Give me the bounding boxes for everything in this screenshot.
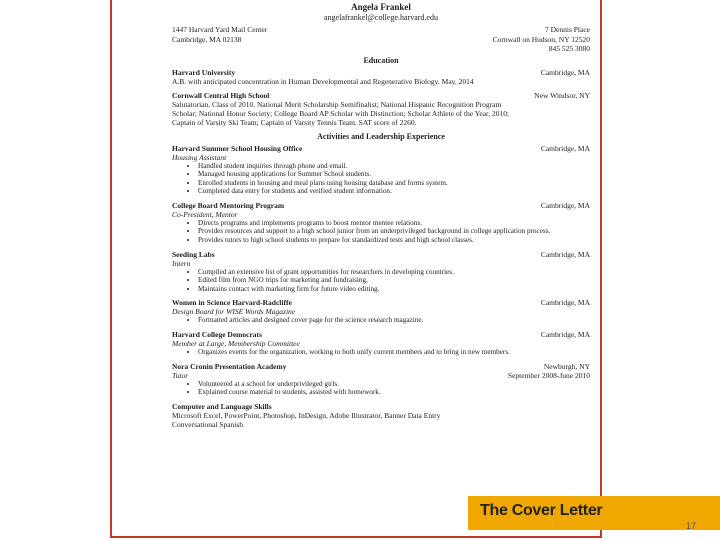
resume-entry — [172, 144, 590, 196]
resume-sections — [172, 56, 590, 429]
entry-header — [172, 144, 590, 153]
entry-org: Nora Cronin Presentation Academy — [172, 361, 287, 371]
entry-role-row — [172, 339, 590, 348]
resume-name: Angela Frankel — [351, 2, 411, 12]
bullet-item: • Explained course material to students, assisted with homework. — [198, 388, 590, 397]
entry-location: New Windsor, NY — [534, 90, 590, 100]
entry-org: Harvard Summer School Housing Office — [172, 143, 303, 153]
page-number: 17 — [686, 521, 697, 531]
entry-location: Cambridge, MA — [540, 330, 590, 340]
bullet-list — [172, 316, 590, 325]
entry-role: Intern — [172, 258, 191, 268]
address-right — [493, 25, 590, 54]
resume-entry — [172, 250, 590, 294]
entry-location: Cambridge, MA — [540, 249, 590, 259]
bullet-item: • Enrolled students in housing and meal plans using housing database and forms system. — [198, 179, 590, 188]
resume-entry — [172, 402, 590, 429]
cover-letter-banner: The Cover Letter — [468, 496, 720, 530]
entry-role: Housing Assistant — [172, 152, 227, 162]
bullet-list — [172, 268, 590, 294]
bullet-list — [172, 219, 590, 245]
entry-org: Women in Science Harvard-Radcliffe — [172, 298, 292, 308]
entry-header — [172, 91, 590, 100]
bullet-item: • Compiled an extensive list of grant opportunities for researchers in developing countries. — [198, 268, 590, 277]
address-left-line: 1447 Harvard Yard Mail Center — [172, 25, 268, 34]
bullet-item: • Formatted articles and designed cover page for the science research magazine. — [198, 316, 590, 325]
entry-role: Design Board for WISE Words Magazine — [172, 307, 296, 317]
entry-location: Cambridge, MA — [540, 200, 590, 210]
bullet-list — [172, 348, 590, 357]
entry-org: Cornwall Central High School — [172, 90, 270, 100]
entry-line: Scholar; National Honor Society; College Board AP Scholar with Distinction; Scholar Athlete of the Year, 2010; — [172, 108, 510, 118]
section-title: Education — [363, 55, 399, 65]
entry-header — [172, 201, 590, 210]
entry-location: Cambridge, MA — [540, 143, 590, 153]
entry-line: Microsoft Excel, PowerPoint, Photoshop, InDesign, Adobe Illustrator, Banner Data Entry — [172, 410, 441, 420]
bullet-list — [172, 380, 590, 397]
bullet-item: • Organizes events for the organization, working to both unify current members and to bring in new members. — [198, 348, 590, 357]
resume-entry — [172, 362, 590, 397]
entry-org: Computer and Language Skills — [172, 401, 272, 411]
entry-role-row — [172, 307, 590, 316]
resume-entry — [172, 201, 590, 245]
entry-role-row — [172, 153, 590, 162]
entry-header — [172, 250, 590, 259]
entry-role: Tutor — [172, 370, 189, 380]
resume-entry — [172, 68, 590, 86]
entry-header — [172, 362, 590, 371]
bullet-item: • Provides tutors to high school students to prepare for standardized tests and high school classes. — [198, 236, 590, 245]
bullet-item: • Handled student inquiries through phone and email. — [198, 162, 590, 171]
bullet-item: • Maintains contact with marketing firm for future video editing. — [198, 285, 590, 294]
address-left-line: Cambridge, MA 02138 — [172, 34, 242, 44]
entry-date: September 2008-June 2010 — [507, 370, 590, 380]
entry-line: Conversational Spanish — [172, 419, 244, 429]
entry-role: Co-President, Mentor — [172, 209, 238, 219]
bullet-item: • Volunteered at a school for underprivileged girls. — [198, 380, 590, 389]
section-title: Activities and Leadership Experience — [317, 131, 445, 141]
resume-entry — [172, 330, 590, 357]
entry-line: Salutatorian, Class of 2010. National Merit Scholarship Semifinalist; National Hispanic Recognition Program — [172, 99, 502, 109]
entry-location: Newburgh, NY — [543, 361, 590, 371]
address-right-line: 845 525 3080 — [548, 44, 590, 53]
entry-location: Cambridge, MA — [540, 298, 590, 308]
entry-org: Seeding Labs — [172, 249, 215, 259]
bullet-item: • Completed data entry for students and verified student information. — [198, 187, 590, 196]
entry-org: Harvard College Democrats — [172, 330, 262, 340]
bullet-item: • Provides resources and support to a high school junior from an underprivileged background in college application process. — [198, 227, 590, 236]
entry-line: Captain of Varsity Ski Team; Captain of Varsity Tennis Team. SAT score of 2260. — [172, 117, 417, 127]
address-block — [172, 25, 590, 54]
address-left — [172, 25, 267, 54]
resume-entry — [172, 298, 590, 325]
entry-header — [172, 298, 590, 307]
bullet-item: • Edited film from NGO trips for marketing and fundraising. — [198, 276, 590, 285]
resume-email: angelafrankel@college.harvard.edu — [324, 13, 438, 22]
resume-entry — [172, 91, 590, 127]
entry-org: College Board Mentoring Program — [172, 200, 285, 210]
entry-role: Member at Large, Membership Committee — [172, 339, 300, 349]
entry-header — [172, 330, 590, 339]
entry-org: Harvard University — [172, 67, 236, 77]
entry-line: A.B. with anticipated concentration in Human Developmental and Regenerative Biology. May, 2014 — [172, 76, 474, 86]
resume-document — [110, 0, 602, 538]
entry-role-row — [172, 259, 590, 268]
entry-header — [172, 402, 590, 411]
bullet-list — [172, 162, 590, 196]
bullet-item: • Directs programs and implements programs to boost mentor mentee relations. — [198, 219, 590, 228]
bullet-item: • Managed housing applications for Summer School students. — [198, 170, 590, 179]
address-right-line: Cornwall on Hudson, NY 12520 — [492, 34, 590, 44]
entry-location: Cambridge, MA — [540, 67, 590, 77]
entry-role-row — [172, 371, 590, 380]
entry-role-row — [172, 210, 590, 219]
entry-header — [172, 68, 590, 77]
address-right-line: 7 Dennis Place — [545, 25, 590, 34]
